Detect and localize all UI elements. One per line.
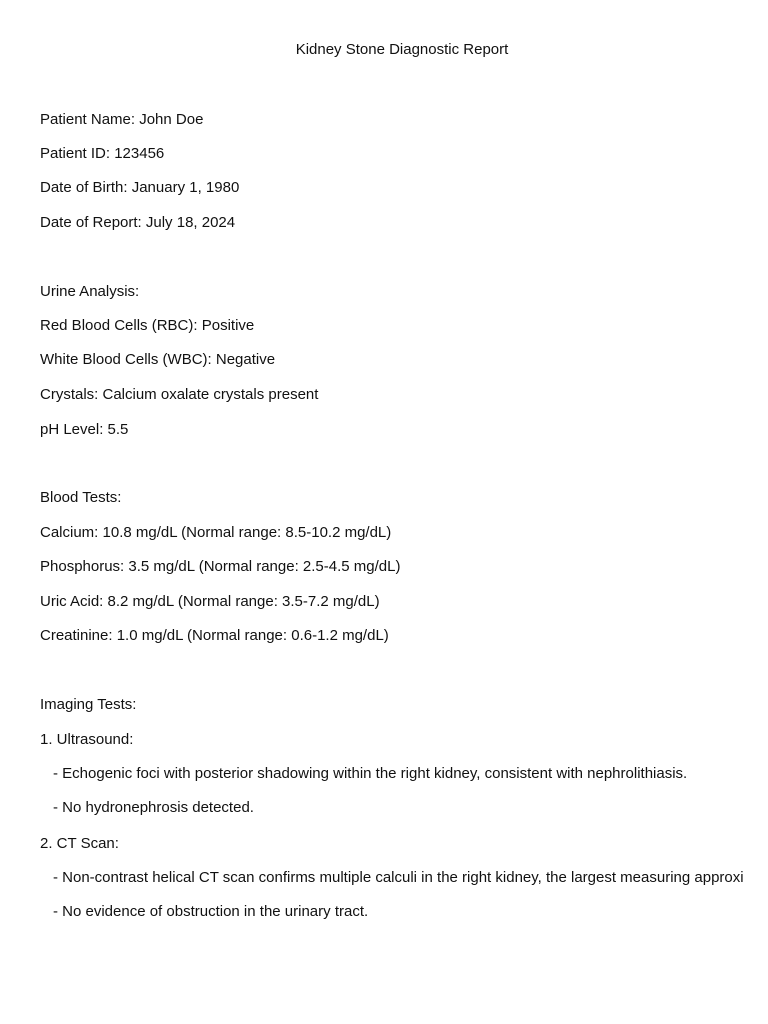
blood-tests-heading: Blood Tests: (40, 489, 122, 506)
urine-ph: pH Level: 5.5 (40, 421, 129, 438)
ct-scan-label: 2. CT Scan: (40, 835, 119, 852)
imaging-tests-heading: Imaging Tests: (40, 696, 137, 713)
date-of-birth: Date of Birth: January 1, 1980 (40, 179, 240, 196)
report-title: Kidney Stone Diagnostic Report (295, 41, 509, 58)
ct-scan-finding-1: - Non-contrast helical CT scan confirms multiple calculi in the right kidney, the largest measuring approxi (53, 869, 744, 886)
patient-id: Patient ID: 123456 (40, 145, 165, 162)
blood-creatinine: Creatinine: 1.0 mg/dL (Normal range: 0.6-1.2 mg/dL) (40, 627, 389, 644)
blood-uric-acid: Uric Acid: 8.2 mg/dL (Normal range: 3.5-7.2 mg/dL) (40, 593, 380, 610)
urine-crystals: Crystals: Calcium oxalate crystals present (40, 386, 319, 403)
urine-rbc: Red Blood Cells (RBC): Positive (40, 317, 255, 334)
report-date: Date of Report: July 18, 2024 (40, 214, 236, 231)
urine-analysis-heading: Urine Analysis: (40, 283, 140, 300)
ultrasound-finding-2: - No hydronephrosis detected. (53, 799, 254, 816)
ultrasound-label: 1. Ultrasound: (40, 731, 134, 748)
ultrasound-finding-1: - Echogenic foci with posterior shadowing within the right kidney, consistent with nephrolithiasis. (53, 765, 688, 782)
ct-scan-finding-2: - No evidence of obstruction in the urinary tract. (53, 903, 369, 920)
urine-wbc: White Blood Cells (WBC): Negative (40, 351, 276, 368)
blood-phosphorus: Phosphorus: 3.5 mg/dL (Normal range: 2.5-4.5 mg/dL) (40, 558, 401, 575)
blood-calcium: Calcium: 10.8 mg/dL (Normal range: 8.5-10.2 mg/dL) (40, 524, 392, 541)
patient-name: Patient Name: John Doe (40, 111, 204, 128)
